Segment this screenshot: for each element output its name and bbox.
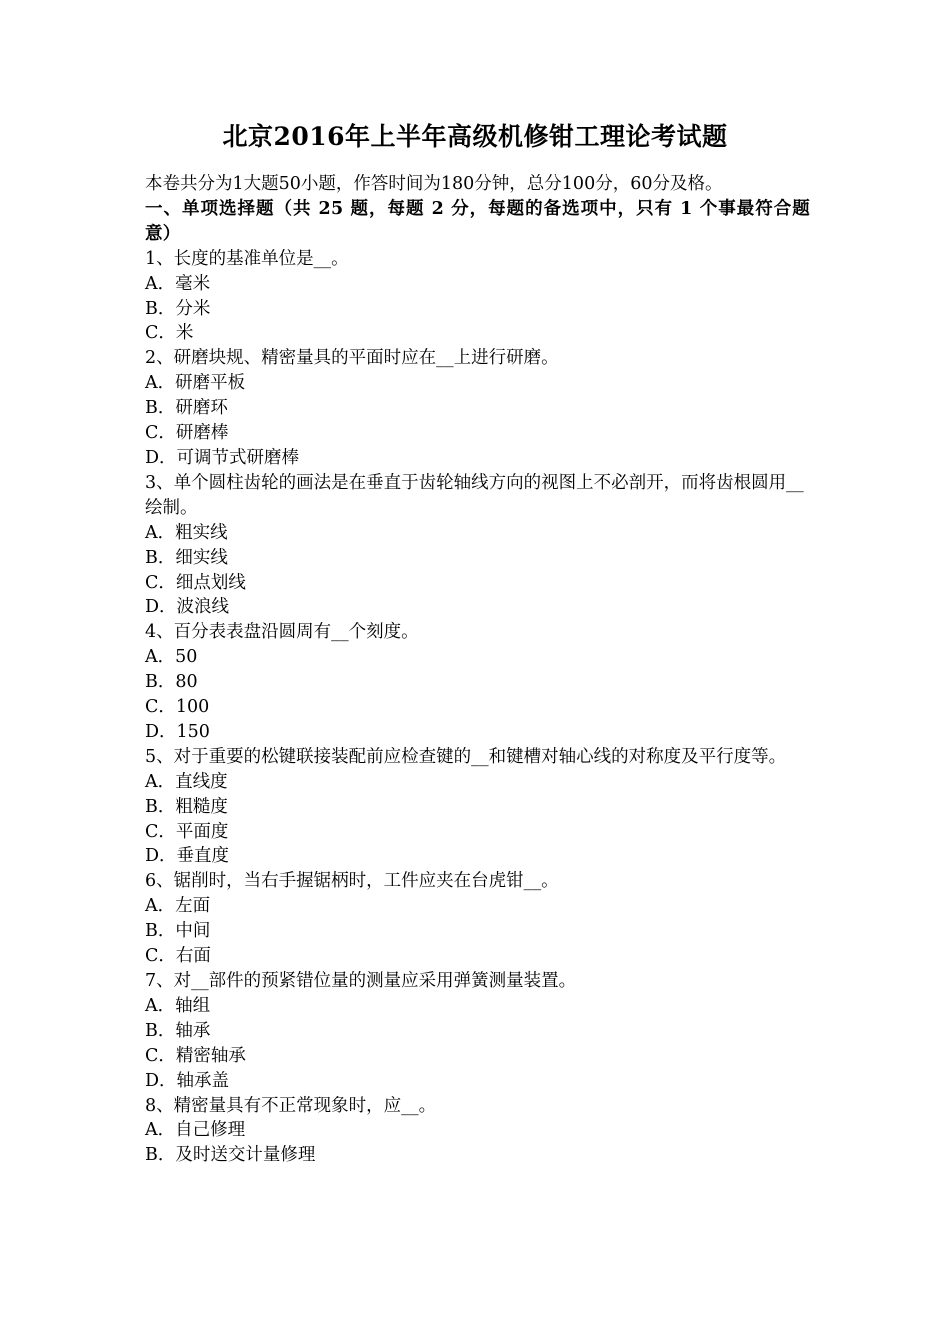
answer-option: B．分米 [145,298,211,319]
answer-option: D．轴承盖 [145,1070,230,1091]
question-block-1 [145,247,810,347]
answer-option: A．直线度 [145,771,228,792]
question-block-7 [145,969,810,1094]
answer-option: B．细实线 [145,547,228,568]
question-block-3 [145,471,810,620]
question-block-8 [145,1094,810,1169]
question-block-5 [145,745,810,870]
answer-option: C．平面度 [145,821,229,842]
answer-option: B．80 [145,672,198,693]
question-text: 5、对于重要的松键联接装配前应检查键的__和键槽对轴心线的对称度及平行度等。 [145,746,787,767]
answer-option: D．150 [145,721,210,742]
answer-option: A．50 [145,647,198,668]
question-text: 8、精密量具有不正常现象时，应__。 [145,1095,437,1116]
answer-option: D．垂直度 [145,846,230,867]
answer-option: D．波浪线 [145,597,230,618]
page-title: 北京2016年上半年高级机修钳工理论考试题 [222,122,728,151]
question-text: 1、长度的基准单位是__。 [145,248,349,269]
answer-option: D．可调节式研磨棒 [145,447,300,468]
answer-option: B．轴承 [145,1020,211,1041]
answer-option: A．毫米 [145,273,211,294]
exam-intro: 本卷共分为1大题50小题，作答时间为180分钟，总分100分，60分及格。 [145,174,723,194]
answer-option: A．轴组 [145,995,211,1016]
answer-option: B．及时送交计量修理 [145,1145,316,1166]
answer-option: B．研磨环 [145,398,228,419]
answer-option: C．研磨棒 [145,423,229,444]
answer-option: C．细点划线 [145,572,246,593]
answer-option: A．自己修理 [145,1120,246,1141]
question-block-2 [145,346,810,471]
question-text: 6、锯削时，当右手握锯柄时，工件应夹在台虎钳__。 [145,871,559,892]
answer-option: C．100 [145,697,210,718]
section-heading: 一、单项选择题（共 25 题，每题 2 分，每题的备选项中，只有 1 个事最符合题意） [145,198,810,244]
answer-option: A．左面 [145,896,211,917]
question-text: 7、对__部件的预紧错位量的测量应采用弹簧测量装置。 [145,971,577,991]
question-block-6 [145,869,810,969]
question-block-4 [145,620,810,745]
answer-option: C．米 [145,323,194,344]
answer-option: B．粗糙度 [145,796,228,817]
answer-option: A．研磨平板 [145,373,246,394]
document-body [145,172,810,1168]
question-text: 3、单个圆柱齿轮的画法是在垂直于齿轮轴线方向的视图上不必剖开，而将齿根圆用__绘制。 [145,472,804,518]
answer-option: A．粗实线 [145,522,228,543]
answer-option: B．中间 [145,921,211,942]
answer-option: C．右面 [145,946,211,967]
question-text: 2、研磨块规、精密量具的平面时应在__上进行研磨。 [145,348,559,369]
answer-option: C．精密轴承 [145,1045,246,1066]
question-text: 4、百分表表盘沿圆周有__个刻度。 [145,622,419,643]
